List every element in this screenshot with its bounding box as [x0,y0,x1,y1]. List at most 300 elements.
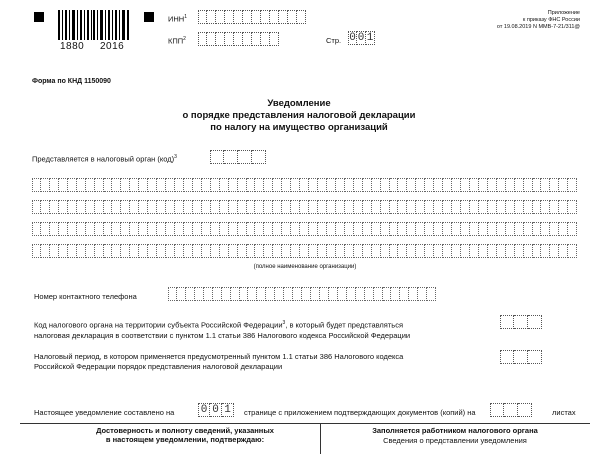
char-cell[interactable] [247,178,256,192]
char-cell[interactable] [416,178,425,192]
char-cell[interactable] [318,244,327,258]
char-cell[interactable] [231,287,240,301]
pages-count-cells[interactable] [198,403,234,417]
char-cell[interactable] [248,287,257,301]
char-cell[interactable] [32,200,41,214]
char-cell[interactable] [229,222,238,236]
char-cell[interactable] [50,200,59,214]
char-cell[interactable] [112,200,121,214]
char-cell[interactable] [443,178,452,192]
char-cell[interactable] [541,244,550,258]
char-cell[interactable] [229,244,238,258]
char-cell[interactable] [506,244,515,258]
char-cell[interactable] [300,222,309,236]
char-cell[interactable] [461,222,470,236]
char-cell[interactable] [452,244,461,258]
char-cell[interactable] [318,178,327,192]
char-cell[interactable] [255,200,264,214]
char-cell[interactable] [488,222,497,236]
char-cell[interactable] [41,178,50,192]
char-cell[interactable] [336,200,345,214]
footer-divider [20,423,590,424]
char-cell[interactable] [41,200,50,214]
char-cell[interactable] [309,200,318,214]
char-cell[interactable] [202,178,211,192]
char-cell[interactable] [175,222,184,236]
char-cell[interactable] [479,222,488,236]
char-cell[interactable] [193,222,202,236]
char-cell[interactable] [68,178,77,192]
char-cell[interactable] [273,200,282,214]
char-cell[interactable] [497,222,506,236]
char-cell[interactable] [374,287,383,301]
char-cell[interactable] [95,178,104,192]
char-cell[interactable] [282,178,291,192]
char-cell[interactable] [345,222,354,236]
char-cell[interactable] [139,178,148,192]
char-cell[interactable] [443,244,452,258]
char-cell[interactable] [327,200,336,214]
char-cell[interactable] [372,244,381,258]
char-cell[interactable] [327,178,336,192]
char-cell[interactable] [68,200,77,214]
char-cell[interactable] [175,178,184,192]
char-cell[interactable] [318,200,327,214]
char-cell[interactable] [202,200,211,214]
char-cell[interactable] [148,244,157,258]
char-cell[interactable] [345,200,354,214]
char-cell[interactable] [68,244,77,258]
char-cell[interactable] [383,287,392,301]
page-title: Уведомление о порядке представления налоговой декларации по налогу на имущество организаций [182,98,416,133]
char-cell[interactable] [559,200,568,214]
char-cell[interactable] [515,222,524,236]
char-cell[interactable] [524,244,533,258]
char-cell[interactable] [213,287,222,301]
char-cell[interactable] [202,244,211,258]
inn-cells[interactable] [198,10,306,24]
char-cell[interactable] [184,244,193,258]
char-cell[interactable] [416,200,425,214]
pages-digit: 0 [198,403,210,417]
char-cell[interactable] [550,222,559,236]
char-cell[interactable] [452,200,461,214]
char-cell[interactable] [390,222,399,236]
char-cell[interactable] [300,178,309,192]
char-cell[interactable] [222,287,231,301]
char-cell[interactable] [238,178,247,192]
char-cell[interactable] [443,222,452,236]
char-cell[interactable] [398,222,407,236]
char-cell[interactable] [264,200,273,214]
char-cell[interactable] [166,222,175,236]
char-cell[interactable] [59,244,68,258]
char-cell[interactable] [95,222,104,236]
char-cell[interactable] [425,222,434,236]
char-cell[interactable] [425,200,434,214]
char-cell[interactable] [506,222,515,236]
char-cell[interactable] [300,244,309,258]
tax-authority-code-cells[interactable] [210,150,266,164]
char-cell[interactable] [59,200,68,214]
char-cell[interactable] [309,222,318,236]
char-cell[interactable] [336,244,345,258]
char-cell[interactable] [32,178,41,192]
char-cell[interactable] [112,222,121,236]
char-cell[interactable] [282,200,291,214]
char-cell[interactable] [229,200,238,214]
char-cell[interactable] [50,244,59,258]
char-cell[interactable] [381,222,390,236]
char-cell[interactable] [121,244,130,258]
char-cell[interactable] [398,200,407,214]
char-cell[interactable] [184,178,193,192]
char-cell[interactable] [273,244,282,258]
char-cell[interactable] [407,178,416,192]
char-cell[interactable] [345,244,354,258]
page-digit: 0 [349,32,356,44]
pages-line-after: листах [552,408,576,417]
char-cell[interactable] [541,178,550,192]
char-cell[interactable] [211,244,220,258]
char-cell[interactable] [363,222,372,236]
char-cell[interactable] [112,178,121,192]
char-cell[interactable] [416,244,425,258]
char-cell[interactable] [264,244,273,258]
char-cell[interactable] [302,287,311,301]
char-cell[interactable] [211,178,220,192]
char-cell[interactable] [354,178,363,192]
char-cell[interactable] [41,244,50,258]
char-cell[interactable] [211,200,220,214]
char-cell[interactable] [148,178,157,192]
char-cell[interactable] [407,244,416,258]
char-cell[interactable] [391,287,400,301]
char-cell[interactable] [497,178,506,192]
char-cell[interactable] [184,200,193,214]
char-cell[interactable] [77,222,86,236]
char-cell[interactable] [255,244,264,258]
char-cell[interactable] [220,222,229,236]
char-cell[interactable] [568,244,577,258]
char-cell[interactable] [157,244,166,258]
char-cell[interactable] [139,222,148,236]
char-cell[interactable] [104,178,113,192]
char-cell[interactable] [291,200,300,214]
char-cell[interactable] [220,178,229,192]
char-cell[interactable] [488,200,497,214]
char-cell[interactable] [86,178,95,192]
char-cell[interactable] [488,244,497,258]
char-cell[interactable] [568,200,577,214]
char-cell[interactable] [407,222,416,236]
char-cell[interactable] [291,244,300,258]
char-cell[interactable] [121,200,130,214]
char-cell[interactable] [195,287,204,301]
char-cell[interactable] [425,178,434,192]
char-cell[interactable] [398,244,407,258]
char-cell[interactable] [157,178,166,192]
char-cell[interactable] [327,222,336,236]
char-cell[interactable] [112,244,121,258]
char-cell[interactable] [121,178,130,192]
char-cell[interactable] [381,178,390,192]
char-cell[interactable] [130,178,139,192]
char-cell[interactable] [488,178,497,192]
char-cell[interactable] [291,178,300,192]
char-cell[interactable] [202,222,211,236]
char-cell[interactable] [157,200,166,214]
char-cell[interactable] [497,200,506,214]
char-cell[interactable] [32,222,41,236]
sheets-count-cells[interactable] [490,403,532,417]
char-cell[interactable] [559,244,568,258]
char-cell[interactable] [139,244,148,258]
char-cell[interactable] [95,244,104,258]
char-cell[interactable] [168,287,177,301]
char-cell[interactable] [86,200,95,214]
char-cell[interactable] [336,178,345,192]
char-cell[interactable] [365,287,374,301]
org-name-row-1[interactable] [32,178,577,192]
char-cell[interactable] [427,287,436,301]
char-cell[interactable] [354,244,363,258]
char-cell[interactable] [390,200,399,214]
org-name-row-3[interactable] [32,222,577,236]
char-cell[interactable] [130,200,139,214]
char-cell[interactable] [77,178,86,192]
page-label: Стр. [326,36,342,45]
char-cell[interactable] [338,287,347,301]
char-cell[interactable] [568,178,577,192]
char-cell[interactable] [336,222,345,236]
char-cell[interactable] [139,200,148,214]
char-cell[interactable] [275,287,284,301]
char-cell[interactable] [533,200,542,214]
char-cell[interactable] [148,222,157,236]
char-cell[interactable] [86,244,95,258]
char-cell[interactable] [372,200,381,214]
char-cell[interactable] [372,222,381,236]
char-cell[interactable] [568,222,577,236]
char-cell[interactable] [211,222,220,236]
char-cell[interactable] [506,178,515,192]
char-cell[interactable] [104,222,113,236]
char-cell[interactable] [329,287,338,301]
char-cell[interactable] [550,244,559,258]
char-cell[interactable] [77,244,86,258]
char-cell[interactable] [434,178,443,192]
char-cell[interactable] [148,200,157,214]
kpp-cells[interactable] [198,32,279,46]
char-cell[interactable] [264,178,273,192]
char-cell[interactable] [273,222,282,236]
org-name-row-4[interactable] [32,244,577,258]
char-cell[interactable] [247,222,256,236]
char-cell[interactable] [418,287,427,301]
char-cell[interactable] [479,200,488,214]
char-cell[interactable] [497,244,506,258]
char-cell[interactable] [409,287,418,301]
char-cell[interactable] [434,244,443,258]
char-cell[interactable] [470,178,479,192]
char-cell[interactable] [390,244,399,258]
char-cell[interactable] [175,200,184,214]
char-cell[interactable] [318,222,327,236]
char-cell[interactable] [157,222,166,236]
char-cell[interactable] [559,178,568,192]
char-cell[interactable] [533,178,542,192]
char-cell[interactable] [461,244,470,258]
char-cell[interactable] [247,244,256,258]
char-cell[interactable] [524,178,533,192]
char-cell[interactable] [515,244,524,258]
char-cell[interactable] [390,178,399,192]
char-cell[interactable] [524,222,533,236]
inn-label: ИНН$^1$ [168,14,188,24]
char-cell[interactable] [193,244,202,258]
org-name-row-2[interactable] [32,200,577,214]
char-cell[interactable] [363,244,372,258]
char-cell[interactable] [282,222,291,236]
char-cell[interactable] [354,222,363,236]
char-cell[interactable] [238,244,247,258]
char-cell[interactable] [293,287,302,301]
char-cell[interactable] [177,287,186,301]
char-cell[interactable] [229,178,238,192]
char-cell[interactable] [86,222,95,236]
char-cell[interactable] [443,200,452,214]
char-cell[interactable] [327,244,336,258]
char-cell[interactable] [166,200,175,214]
char-cell[interactable] [356,287,365,301]
char-cell[interactable] [400,287,409,301]
char-cell[interactable] [264,222,273,236]
char-cell[interactable] [291,222,300,236]
char-cell[interactable] [77,200,86,214]
char-cell[interactable] [461,178,470,192]
char-cell[interactable] [372,178,381,192]
phone-cells[interactable] [168,287,436,301]
char-cell[interactable] [363,178,372,192]
char-cell[interactable] [533,244,542,258]
char-cell[interactable] [184,222,193,236]
char-cell[interactable] [220,244,229,258]
char-cell[interactable] [95,200,104,214]
char-cell[interactable] [452,178,461,192]
char-cell[interactable] [515,178,524,192]
char-cell[interactable] [41,222,50,236]
char-cell[interactable] [59,178,68,192]
char-cell[interactable] [247,200,256,214]
char-cell[interactable] [550,178,559,192]
char-cell[interactable] [550,200,559,214]
order-note: Приложение к приказу ФНС России от 19.08.2019 N ММВ-7-21/311@ [496,10,580,30]
char-cell[interactable] [434,200,443,214]
char-cell[interactable] [104,200,113,214]
char-cell[interactable] [238,200,247,214]
footer-vertical-divider [320,423,321,454]
char-cell[interactable] [470,222,479,236]
char-cell[interactable] [479,244,488,258]
pages-digit: 1 [222,403,234,417]
char-cell[interactable] [300,200,309,214]
char-cell[interactable] [434,222,443,236]
char-cell[interactable] [309,178,318,192]
char-cell[interactable] [470,244,479,258]
char-cell[interactable] [345,178,354,192]
char-cell[interactable] [309,244,318,258]
char-cell[interactable] [50,178,59,192]
char-cell[interactable] [130,244,139,258]
char-cell[interactable] [166,178,175,192]
char-cell[interactable] [257,287,266,301]
char-cell[interactable] [416,222,425,236]
char-cell[interactable] [166,244,175,258]
char-cell[interactable] [121,222,130,236]
char-cell[interactable] [506,200,515,214]
char-cell[interactable] [347,287,356,301]
char-cell[interactable] [381,244,390,258]
char-cell[interactable] [541,200,550,214]
char-cell[interactable] [266,287,275,301]
page-number-cells[interactable] [348,31,375,45]
char-cell[interactable] [255,222,264,236]
char-cell[interactable] [130,222,139,236]
char-cell[interactable] [533,222,542,236]
char-cell[interactable] [238,222,247,236]
char-cell[interactable] [425,244,434,258]
region-code-cells[interactable] [500,315,542,329]
char-cell[interactable] [363,200,372,214]
char-cell[interactable] [59,222,68,236]
pages-line-before: Настоящее уведомление составлено на [34,408,175,417]
char-cell[interactable] [104,244,113,258]
char-cell[interactable] [193,178,202,192]
char-cell[interactable] [50,222,59,236]
char-cell[interactable] [320,287,329,301]
char-cell[interactable] [311,287,320,301]
char-cell[interactable] [282,244,291,258]
footer-left-heading: Достоверность и полноту сведений, указанных в настоящем уведомлении, подтверждаю: [96,426,274,444]
char-cell[interactable] [461,200,470,214]
char-cell[interactable] [407,200,416,214]
char-cell[interactable] [479,178,488,192]
char-cell[interactable] [32,244,41,258]
char-cell[interactable] [220,200,229,214]
char-cell[interactable] [452,222,461,236]
char-cell[interactable] [559,222,568,236]
char-cell[interactable] [240,287,249,301]
char-cell[interactable] [524,200,533,214]
char-cell[interactable] [255,178,264,192]
char-cell[interactable] [354,200,363,214]
char-cell[interactable] [284,287,293,301]
tax-period-cells[interactable] [500,350,542,364]
char-cell[interactable] [186,287,195,301]
char-cell[interactable] [541,222,550,236]
char-cell[interactable] [204,287,213,301]
char-cell[interactable] [193,200,202,214]
char-cell[interactable] [273,178,282,192]
char-cell[interactable] [470,200,479,214]
corner-marker-mid [144,12,154,22]
char-cell[interactable] [398,178,407,192]
char-cell[interactable] [381,200,390,214]
char-cell[interactable] [68,222,77,236]
char-cell[interactable] [515,200,524,214]
char-cell[interactable] [175,244,184,258]
